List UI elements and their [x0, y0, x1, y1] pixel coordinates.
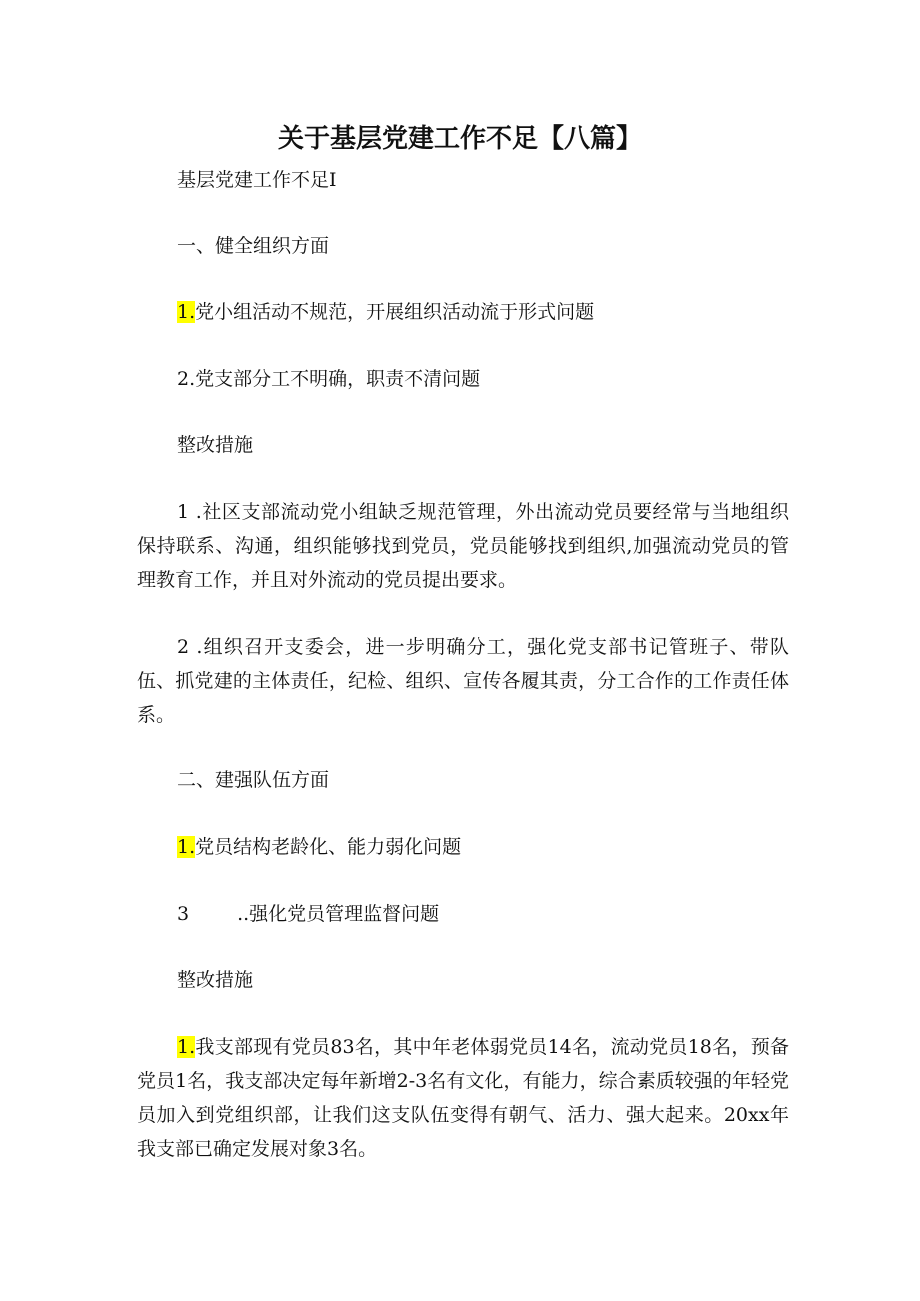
section1-measures-heading: 整改措施: [177, 434, 254, 456]
item-number-highlight: 1.: [177, 836, 196, 858]
section2-measure1: [137, 1030, 789, 1166]
section1-measure1: 1 .社区支部流动党小组缺乏规范管理，外出流动党员要经常与当地组织保持联系、沟通，组织能够找到党员，党员能够找到组织,加强流动党员的管理教育工作，并且对外流动的党员提出要求。: [137, 501, 789, 591]
section2-measures-heading: 整改措施: [177, 969, 254, 991]
section2-item3-text: ..强化党员管理监督问题: [237, 903, 440, 925]
section2-measure1-text: 我支部现有党员83名，其中年老体弱党员14名，流动党员18名，预备党员1名，我支部决定每年新增2-3名有文化，有能力，综合素质较强的年轻党员加入到党组织部，让我们这支队伍变得有朝气、活力、强大起来。20xx年我支部已确定发展对象3名。: [137, 1036, 789, 1160]
item-number-highlight: 1.: [177, 1036, 196, 1058]
section1-heading: 一、健全组织方面: [177, 235, 330, 257]
section2-item1: [177, 834, 461, 860]
item-number-highlight: 1.: [177, 301, 196, 323]
section1-measure2: 2 .组织召开支委会，进一步明确分工，强化党支部书记管班子、带队伍、抓党建的主体责任，纪检、组织、宣传各履其责，分工合作的工作责任体系。: [137, 636, 789, 726]
document-title: 关于基层党建工作不足【八篇】: [277, 124, 642, 154]
section1-item1-text: 党小组活动不规范，开展组织活动流于形式问题: [195, 301, 595, 323]
section2-heading: 二、建强队伍方面: [177, 769, 330, 791]
section2-item3-number: 3: [177, 903, 190, 925]
section1-item2: 2.党支部分工不明确，职责不清问题: [177, 368, 481, 390]
section2-item3: [177, 901, 439, 927]
document-subtitle: 基层党建工作不足I: [177, 169, 337, 191]
section1-item1: [177, 299, 594, 325]
section2-item1-text: 党员结构老龄化、能力弱化问题: [195, 836, 462, 858]
